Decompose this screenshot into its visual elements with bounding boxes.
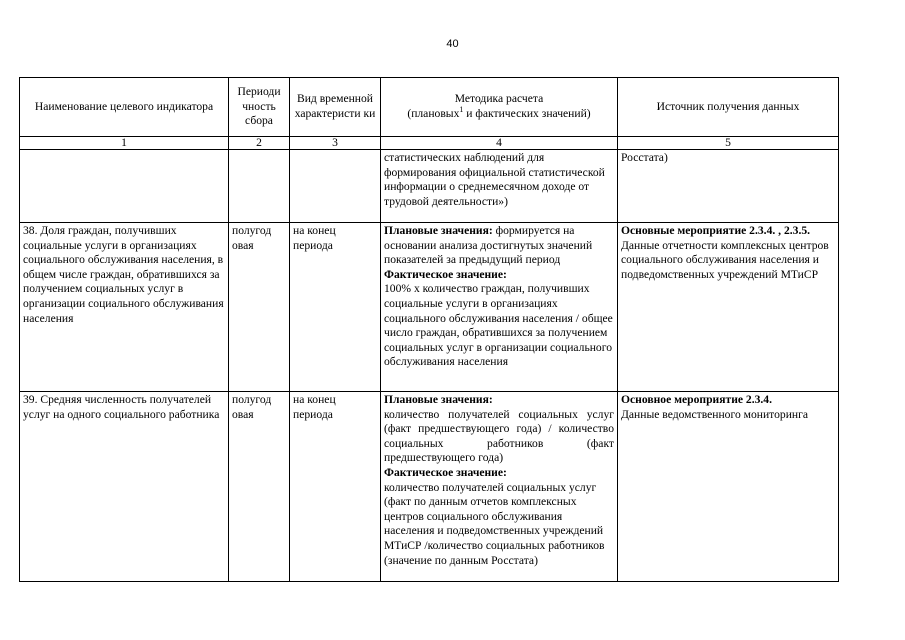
header-time-type: Вид временной характеристи ки: [290, 78, 381, 137]
page-number: 40: [446, 38, 459, 50]
method-cell: [381, 392, 618, 582]
column-number: 4: [381, 137, 618, 150]
plan-text: формируется на основании анализа достигнутых значений показателей за предыдущий период: [384, 224, 593, 267]
periodicity-cell: полугод овая: [229, 223, 290, 392]
header-indicator-name: Наименование целевого индикатора: [20, 78, 229, 137]
periodicity-cell: [229, 150, 290, 223]
header-method-plan: (плановых: [407, 107, 460, 120]
source-cell: [618, 223, 839, 392]
method-cell: [381, 223, 618, 392]
plan-block: [384, 224, 614, 268]
fact-text: 100% х количество граждан, получивших социальные услуги в организациях социального обслуживания населения / общее число граждан, обратившихся за получением социальных услуг в организации социального обслуживания населения: [384, 282, 613, 369]
column-number: 1: [20, 137, 229, 150]
footnote-marker: 1: [459, 105, 464, 115]
source-text: Данные отчетности комплексных центров социального обслуживания населения и подведомственных учреждений МТиСР: [621, 238, 829, 281]
indicator-name-cell: 39. Средняя численность получателей услуг на одного социального работника: [20, 392, 229, 582]
fact-text: количество получателей социальных услуг (факт по данным отчетов комплексных центров социального обслуживания населения и подведомственных учреждений МТиСР /количество социальных работников (значение по данным Росстата): [384, 480, 605, 567]
method-cell: статистических наблюдений для формирования официальной статистической информации о среднемесячном доходе от трудовой деятельности»): [381, 150, 618, 223]
time-type-cell: на конец периода: [290, 392, 381, 582]
source-cell: Росстата): [618, 150, 839, 223]
indicators-table: [19, 77, 839, 582]
source-text: Данные ведомственного мониторинга: [621, 407, 808, 421]
fact-label: Фактическое значение:: [384, 465, 507, 479]
header-periodicity: Периоди чность сбора: [229, 78, 290, 137]
header-method-fact: и фактических значений): [463, 107, 591, 120]
header-method-subtitle: [384, 107, 614, 122]
header-method: [381, 78, 618, 137]
table-row-continuation: [20, 150, 839, 223]
source-activity: Основное мероприятие 2.3.4.: [621, 393, 773, 406]
plan-label: Плановые значения:: [384, 224, 493, 237]
column-number: 3: [290, 137, 381, 150]
column-number: 2: [229, 137, 290, 150]
header-source: Источник получения данных: [618, 78, 839, 137]
time-type-cell: [290, 150, 381, 223]
header-method-title: Методика расчета: [454, 92, 544, 106]
table-header-row: [20, 78, 839, 137]
source-cell: [618, 392, 839, 582]
column-numbers-row: [20, 137, 839, 150]
fact-label: Фактическое значение:: [384, 267, 507, 281]
table-row-39: [20, 392, 839, 582]
time-type-cell: на конец периода: [290, 223, 381, 392]
source-activity: Основные мероприятие 2.3.4. , 2.3.5.: [621, 224, 811, 237]
periodicity-cell: полугод овая: [229, 392, 290, 582]
plan-text: количество получателей социальных услуг (факт предшествующего года) / количество социальных работников (факт предшествующего года): [384, 407, 614, 465]
plan-label: Плановые значения:: [384, 393, 493, 406]
indicator-name-cell: 38. Доля граждан, получивших социальные услуги в организациях социального обслуживания населения, в общем числе граждан, обратившихся за получением социальных услуг в организации социального обслуживания населения: [20, 223, 229, 392]
indicator-name-cell: [20, 150, 229, 223]
column-number: 5: [618, 137, 839, 150]
table-row-38: [20, 223, 839, 392]
